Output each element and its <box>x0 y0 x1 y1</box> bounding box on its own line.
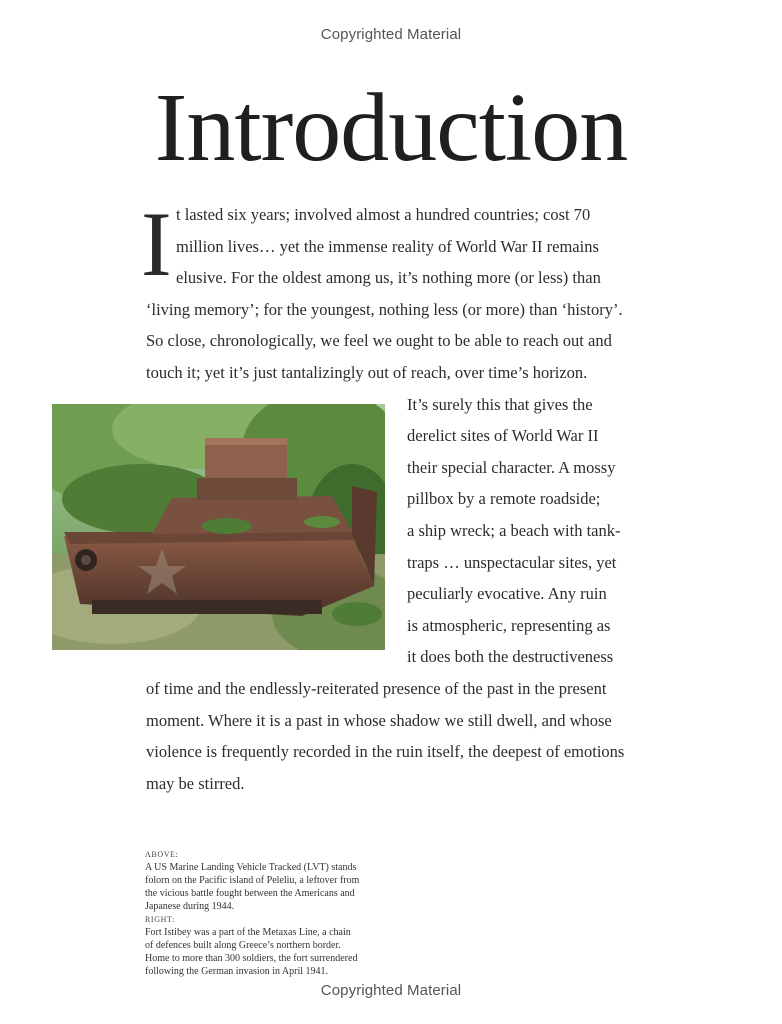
caption-right <box>145 913 405 978</box>
body-line: elusive. For the oldest among us, it’s nothing more (or less) than <box>176 268 601 287</box>
caption-line: Fort Istibey was a part of the Metaxas Line, a chain <box>145 927 351 938</box>
body-line: their special character. A mossy <box>407 458 616 477</box>
copyright-watermark-top: Copyrighted Material <box>320 26 462 43</box>
body-line: pillbox by a remote roadside; <box>407 489 601 508</box>
body-line: is atmospheric, representing as <box>407 616 611 635</box>
caption-line: A US Marine Landing Vehicle Tracked (LVT) stands <box>145 862 357 873</box>
caption-line: following the German invasion in April 1941. <box>145 966 329 977</box>
body-line: It’s surely this that gives the <box>407 395 593 414</box>
body-line: t lasted six years; involved almost a hundred countries; cost 70 <box>176 205 591 224</box>
body-line: So close, chronologically, we feel we ought to be able to reach out and <box>146 331 612 350</box>
body-line: of time and the endlessly-reiterated presence of the past in the present <box>146 679 607 698</box>
body-line: may be stirred. <box>146 774 245 793</box>
body-line: a ship wreck; a beach with tank- <box>407 521 621 540</box>
body-line: derelict sites of World War II <box>407 426 599 445</box>
caption-line: of defences built along Greece’s northern border. <box>145 940 341 951</box>
caption-line: Home to more than 300 soldiers, the fort surrendered <box>145 953 358 964</box>
page-title: Introduction <box>154 74 628 182</box>
lvt-photo <box>52 404 385 650</box>
lvt-photo-illustration <box>52 404 385 650</box>
caption-line: Japanese during 1944. <box>145 901 235 912</box>
body-line: peculiarly evocative. Any ruin <box>407 584 607 603</box>
caption-line: folorn on the Pacific island of Peleliu, a leftover from <box>145 875 360 886</box>
body-line: traps … unspectacular sites, yet <box>407 553 617 572</box>
body-line: ‘living memory’; for the youngest, nothing less (or more) than ‘history’. <box>146 300 623 319</box>
caption-above <box>145 848 405 913</box>
body-line: moment. Where it is a past in whose shadow we still dwell, and whose <box>146 711 612 730</box>
drop-cap: I <box>141 193 172 295</box>
caption-heading: ABOVE: <box>145 850 179 859</box>
body-line: violence is frequently recorded in the ruin itself, the deepest of emotions <box>146 742 625 761</box>
copyright-watermark-bottom: Copyrighted Material <box>320 982 462 999</box>
body-line: it does both the destructiveness <box>407 647 614 666</box>
caption-heading: RIGHT: <box>145 915 175 924</box>
body-line: touch it; yet it’s just tantalizingly out of reach, over time’s horizon. <box>146 363 588 382</box>
caption-line: the vicious battle fought between the Americans and <box>145 888 355 899</box>
body-line: million lives… yet the immense reality of World War II remains <box>176 237 599 256</box>
